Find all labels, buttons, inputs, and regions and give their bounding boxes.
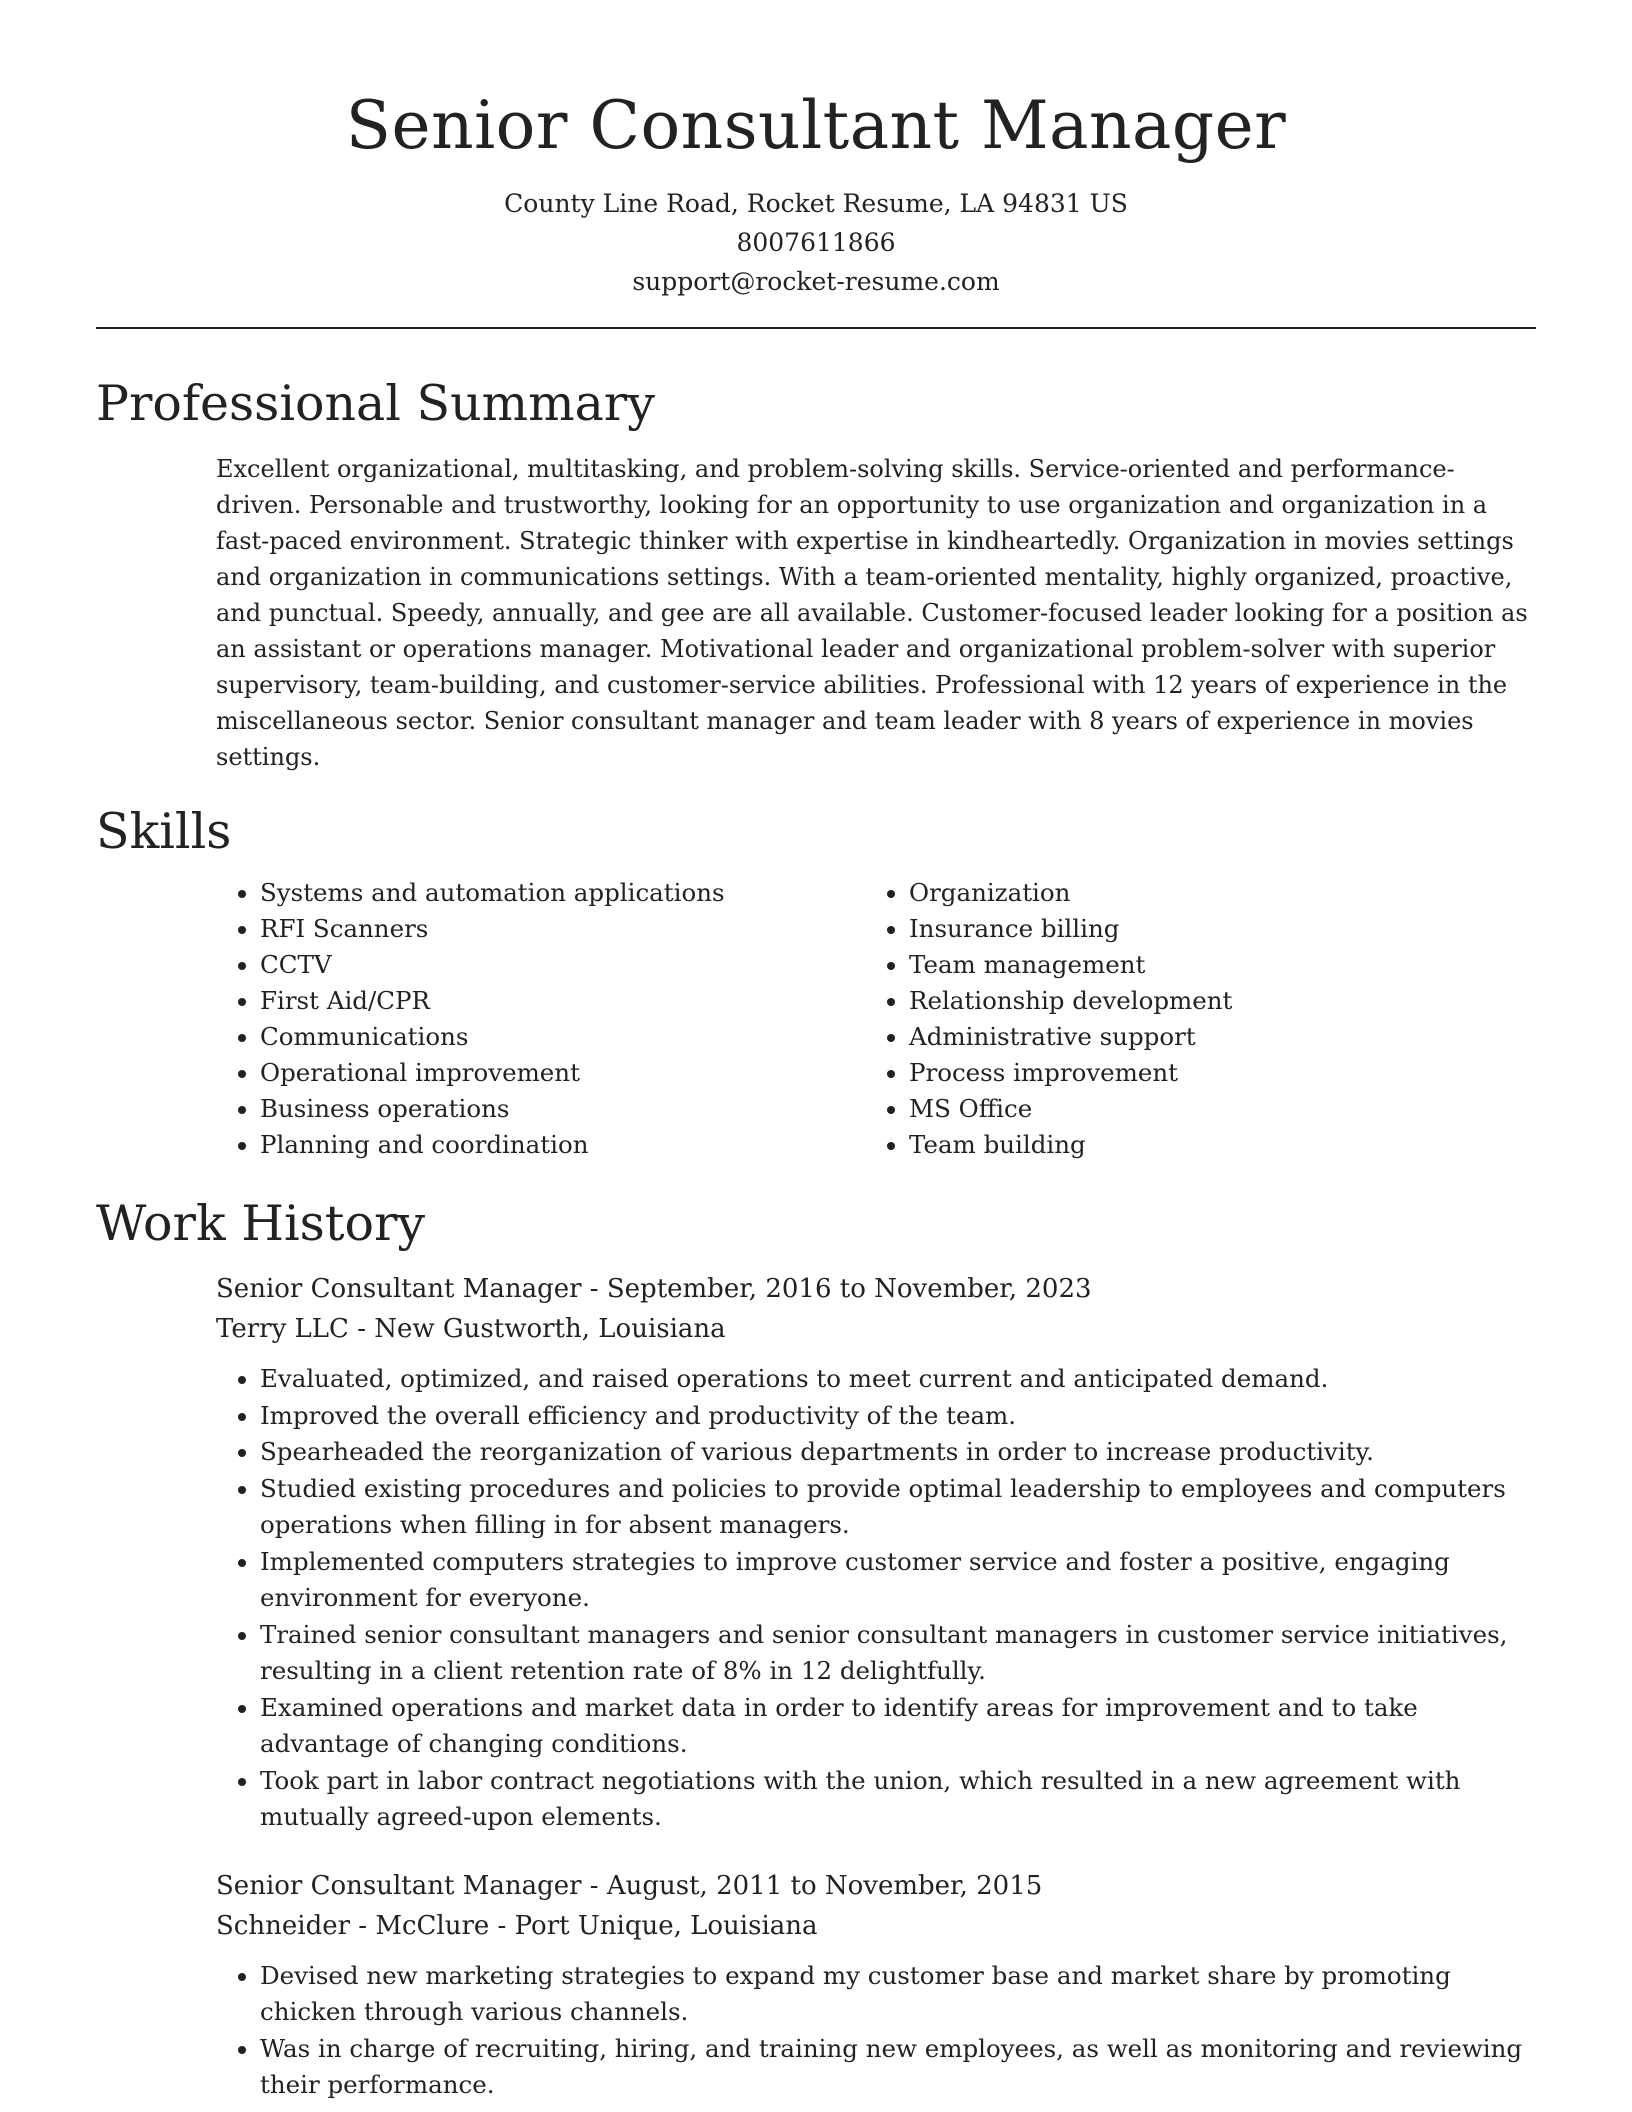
work-history-section: [96, 1191, 1536, 2104]
resume-page: [96, 0, 1536, 2104]
list-item: • Business operations: [260, 1091, 865, 1127]
list-item: • Insurance billing: [909, 911, 1514, 947]
list-item: • CCTV: [260, 947, 865, 983]
list-item: • MS Office: [909, 1091, 1514, 1127]
resume-header: [96, 0, 1536, 301]
job-title-line: Senior Consultant Manager - August, 2011 to November, 2015: [216, 1870, 1043, 1901]
list-item: • Took part in labor contract negotiations with the union, which resulted in a new agreement with mutually agreed-upon elements.: [260, 1763, 1536, 1836]
list-item: • Systems and automation applications: [260, 875, 865, 911]
list-item: • Team management: [909, 947, 1514, 983]
list-item: • Examined operations and market data in order to identify areas for improvement and to take advantage of changing conditions.: [260, 1690, 1536, 1763]
job-entry: [216, 1866, 1536, 2104]
page-title: Senior Consultant Manager: [345, 87, 1287, 164]
list-item: • Improved the overall efficiency and productivity of the team.: [260, 1398, 1536, 1435]
list-item: • Implemented computers strategies to improve customer service and foster a positive, engaging environment for everyone.: [260, 1544, 1536, 1617]
list-item: • Operational improvement: [260, 1055, 865, 1091]
list-item: • Spearheaded the reorganization of various departments in order to increase productivity.: [260, 1434, 1536, 1471]
list-item: • Planning and coordination: [260, 1127, 865, 1163]
job-title-line: Senior Consultant Manager - September, 2016 to November, 2023: [216, 1274, 1092, 1304]
list-item: • RFI Scanners: [260, 911, 865, 947]
job-bullets: [216, 1958, 1536, 2104]
list-item: • Was in charge of recruiting, hiring, and training new employees, as well as monitoring and reviewing their performance.: [260, 2031, 1536, 2104]
email-text: support@rocket-resume.com: [632, 267, 1000, 296]
skills-heading: Skills: [96, 803, 232, 860]
job-company-line: Schneider - McClure - Port Unique, Louisiana: [216, 1910, 818, 1941]
job-entry: [216, 1269, 1536, 1836]
contact-block: [96, 184, 1536, 301]
skills-columns: [216, 875, 1536, 1163]
list-item: • Devised new marketing strategies to expand my customer base and market share by promoting chicken through various channels.: [260, 1958, 1536, 2031]
summary-heading: Professional Summary: [96, 375, 655, 432]
list-item: • Process improvement: [909, 1055, 1514, 1091]
list-item: • First Aid/CPR: [260, 983, 865, 1019]
job-company-line: Terry LLC - New Gustworth, Louisiana: [216, 1314, 726, 1344]
list-item: • Communications: [260, 1019, 865, 1055]
list-item: • Relationship development: [909, 983, 1514, 1019]
phone-text: 8007611866: [736, 228, 896, 257]
list-item: • Evaluated, optimized, and raised operations to meet current and anticipated demand.: [260, 1361, 1536, 1398]
list-item: • Administrative support: [909, 1019, 1514, 1055]
header-divider: [96, 327, 1536, 329]
job-bullets: [216, 1361, 1536, 1836]
list-item: • Studied existing procedures and policies to provide optimal leadership to employees and computers operations when filling in for absent managers.: [260, 1471, 1536, 1544]
skills-section: [96, 799, 1536, 1163]
skills-list-left: [216, 875, 865, 1163]
list-item: • Team building: [909, 1127, 1514, 1163]
list-item: • Organization: [909, 875, 1514, 911]
list-item: • Trained senior consultant managers and senior consultant managers in customer service initiatives, resulting in a client retention rate of 8% in 12 delightfully.: [260, 1617, 1536, 1690]
address-text: County Line Road, Rocket Resume, LA 94831 US: [504, 189, 1128, 218]
work-history-heading: Work History: [96, 1195, 426, 1252]
summary-text: Excellent organizational, multitasking, and problem-solving skills. Service-oriented and performance-driven. Personable and trustworthy, looking for an opportunity to use organization and organization in a fast-paced environment. Strategic thinker with expertise in kindheartedly. Organization in movies settings and organization in communications settings. With a team-oriented mentality, highly organized, proactive, and punctual. Speedy, annually, and gee are all available. Customer-focused leader looking for a position as an assistant or operations manager. Motivational leader and organizational problem-solver with superior supervisory, team-building, and customer-service abilities. Professional with 12 years of experience in the miscellaneous sector. Senior consultant manager and team leader with 8 years of experience in movies settings.: [216, 455, 1528, 771]
summary-section: [96, 371, 1536, 775]
skills-list-right: [865, 875, 1514, 1163]
